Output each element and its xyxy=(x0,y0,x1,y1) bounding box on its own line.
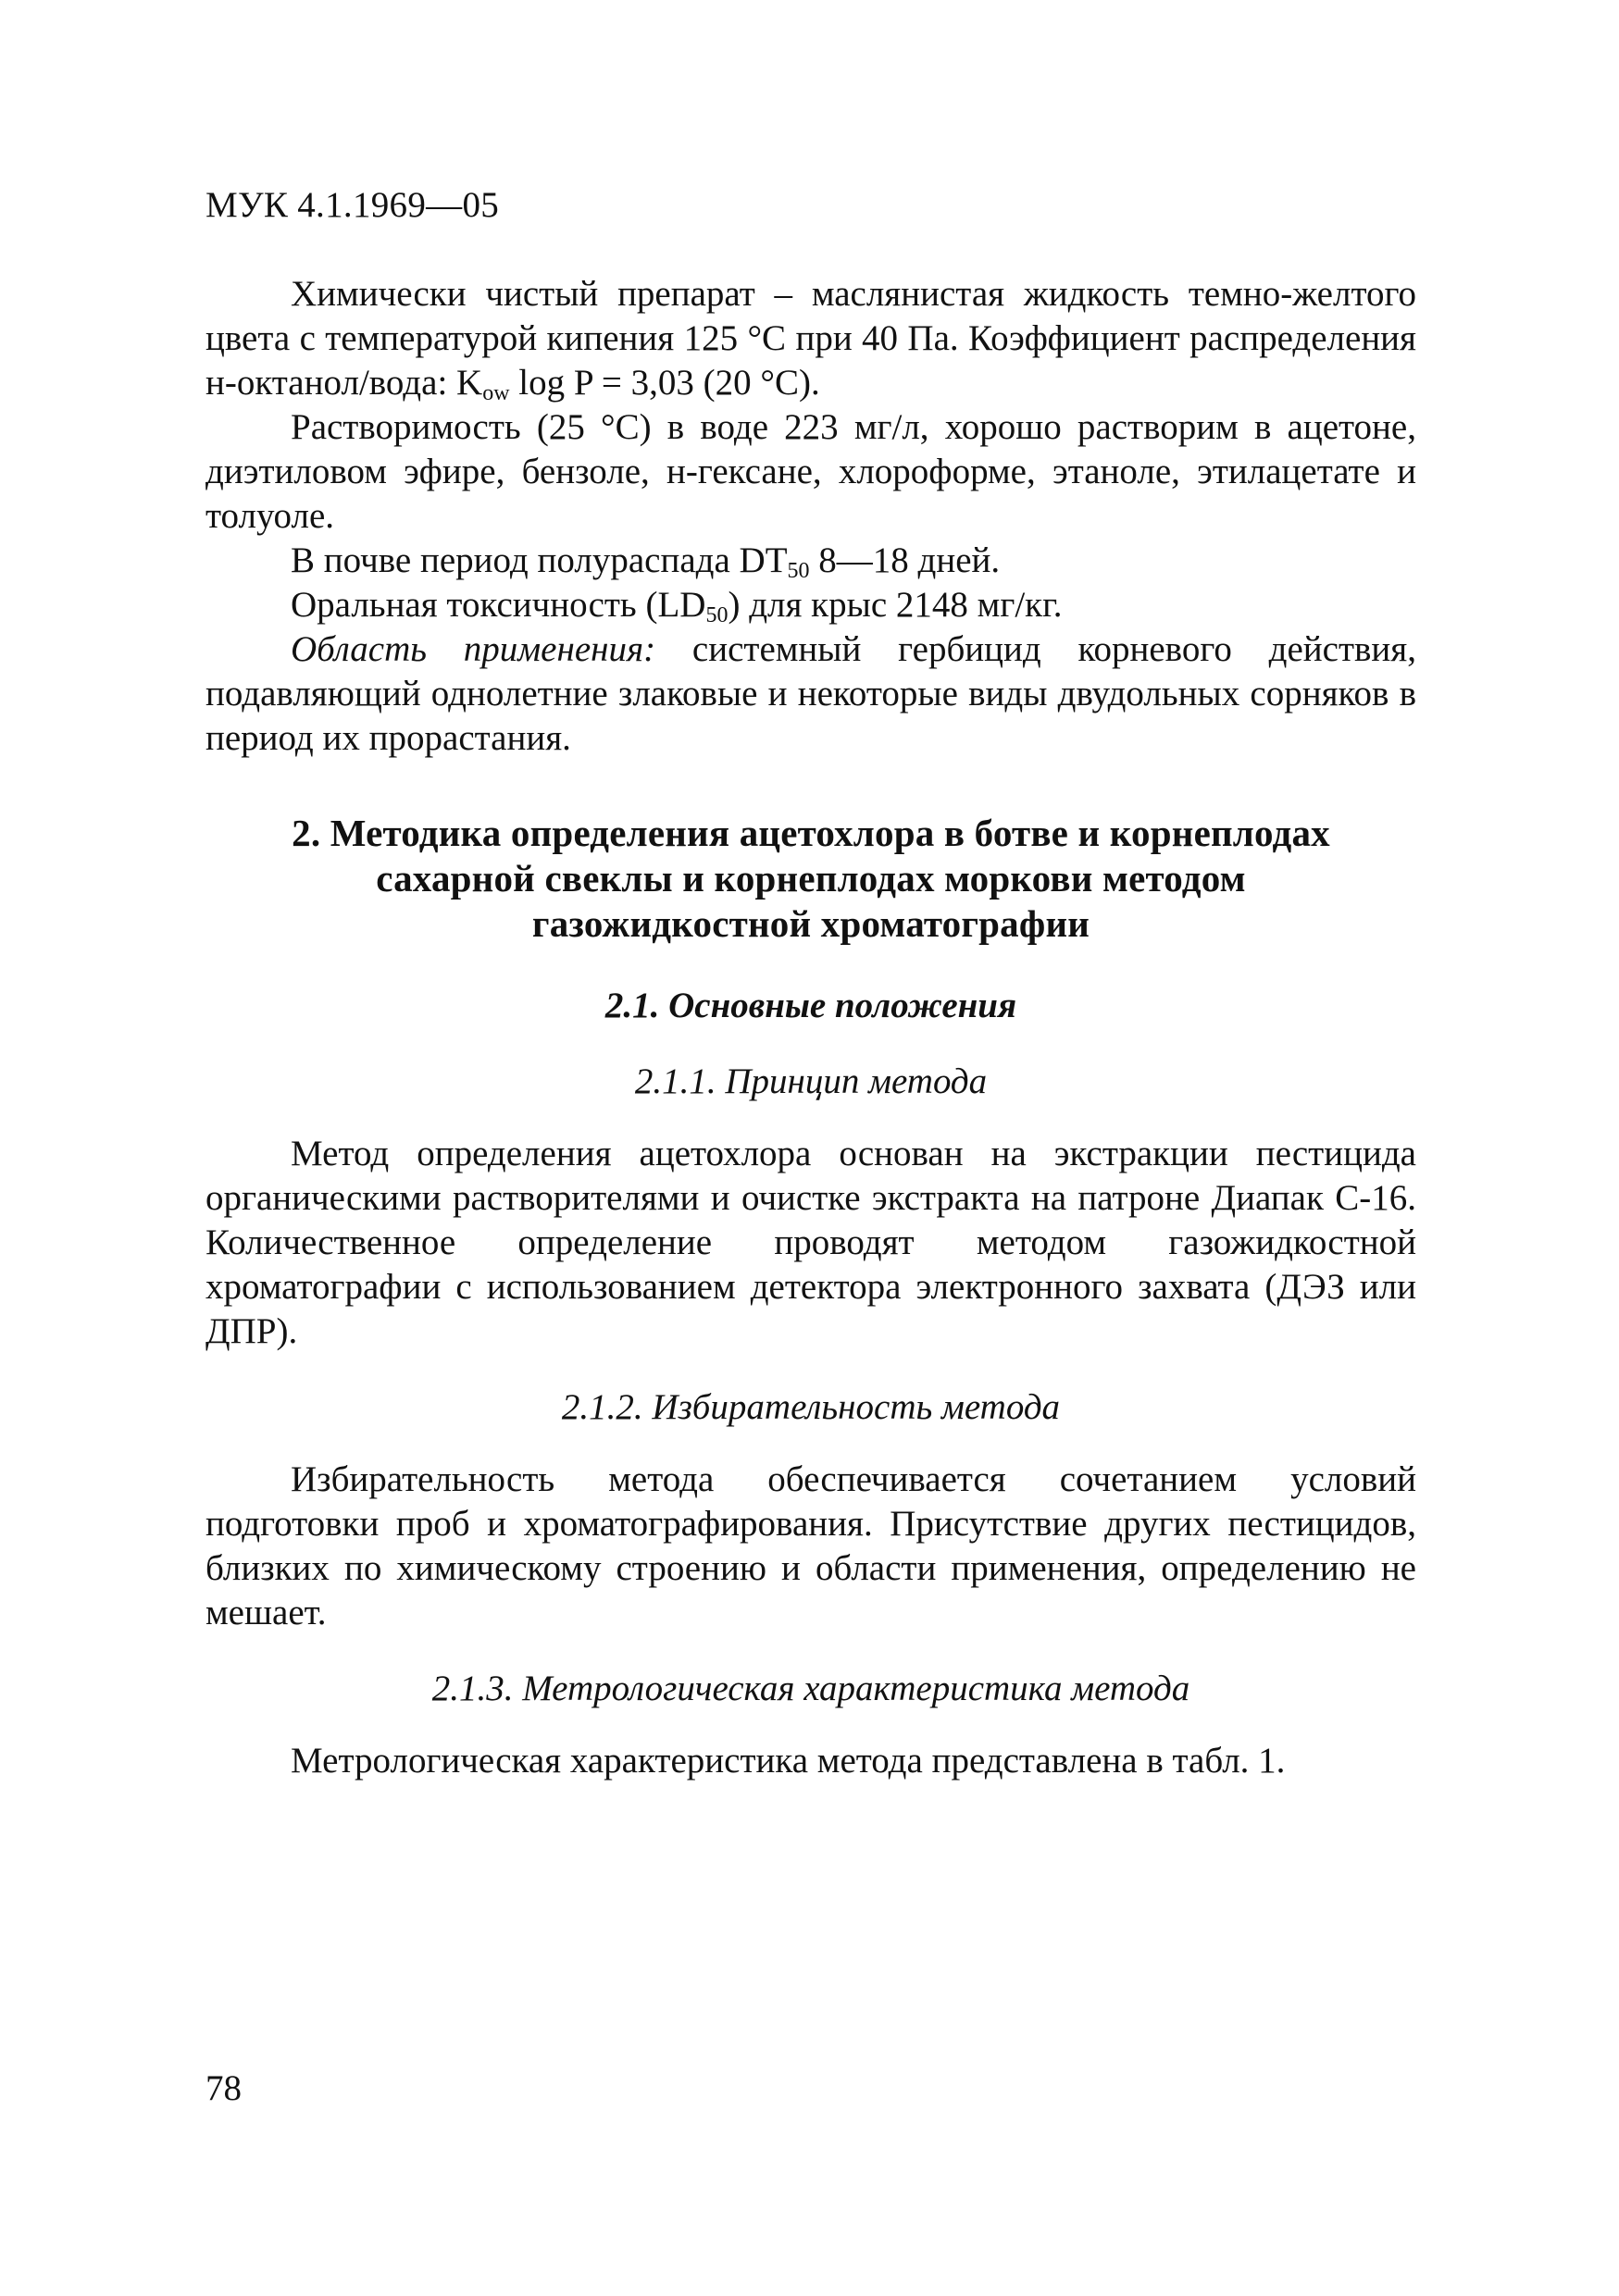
document-code-header: МУК 4.1.1969—05 xyxy=(205,185,500,225)
kow-subscript: ow xyxy=(482,381,510,405)
half-life-text-b: 8—18 дней. xyxy=(809,540,1001,580)
selectivity-paragraph: Избирательность метода обеспечивается сочетанием условий подготовки проб и хроматографирования. Присутствие других пестицидов, близких по химическому строению и области применения, определению не мешает. xyxy=(205,1459,1416,1632)
page-content xyxy=(205,272,1416,1783)
toxicity-text-a: Оральная токсичность (LD xyxy=(291,585,706,625)
subsection-2-1-3-title: 2.1.3. Метрологическая характеристика метода xyxy=(431,1669,1190,1708)
ld50-subscript: 50 xyxy=(705,603,729,627)
intro-paragraph-toxicity xyxy=(205,583,1416,627)
page-number: 78 xyxy=(205,2068,242,2108)
principle-paragraph: Метод определения ацетохлора основан на экстракции пестицида органическими растворителями и очистке экстракта на патроне Диапак С-16. Количественное определение проводят методом газожидкостной хроматографии с использованием детектора электронного захвата (ДЭЗ или ДПР). xyxy=(205,1134,1416,1351)
metrology-paragraph: Метрологическая характеристика метода представлена в табл. 1. xyxy=(291,1741,1286,1781)
subsection-2-1-title: 2.1. Основные положения xyxy=(604,986,1017,1025)
subsection-2-1-1-title: 2.1.1. Принцип метода xyxy=(634,1061,988,1101)
intro-paragraph-half-life xyxy=(205,539,1416,583)
section-2-title-line-2: сахарной свеклы и корнеплодах моркови методом xyxy=(376,857,1246,900)
intro-paragraph-solubility: Растворимость (25 °С) в воде 223 мг/л, хорошо растворим в ацетоне, диэтиловом эфире, бензоле, н-гексане, хлороформе, этаноле, этилацетате и толуоле. xyxy=(205,407,1416,536)
application-lead: Область применения: xyxy=(291,629,656,669)
half-life-text-a: В почве период полураспада DT xyxy=(291,540,788,580)
section-2-title-line-1: 2. Методика определения ацетохлора в ботве и корнеплодах xyxy=(292,812,1330,854)
section-2-title-line-3: газожидкостной хроматографии xyxy=(531,902,1090,945)
intro-paragraph-application xyxy=(205,627,1416,761)
properties-text-a: Химически чистый препарат – маслянистая жидкость темно-желтого цвета с температурой кипения 125 °С при 40 Па. Коэффициент распределения н-октанол/вода: K xyxy=(205,274,1416,403)
subsection-2-1-2-title: 2.1.2. Избирательность метода xyxy=(561,1387,1061,1427)
section-2-title xyxy=(205,811,1416,947)
properties-text-b: log P = 3,03 (20 °С). xyxy=(509,363,820,403)
dt50-subscript: 50 xyxy=(787,559,810,583)
intro-paragraph-properties xyxy=(205,272,1416,405)
toxicity-text-b: ) для крыс 2148 мг/кг. xyxy=(728,585,1063,625)
application-text: системный гербицид корневого действия, подавляющий однолетние злаковые и некоторые виды двудольных сорняков в период их прорастания. xyxy=(205,629,1416,758)
